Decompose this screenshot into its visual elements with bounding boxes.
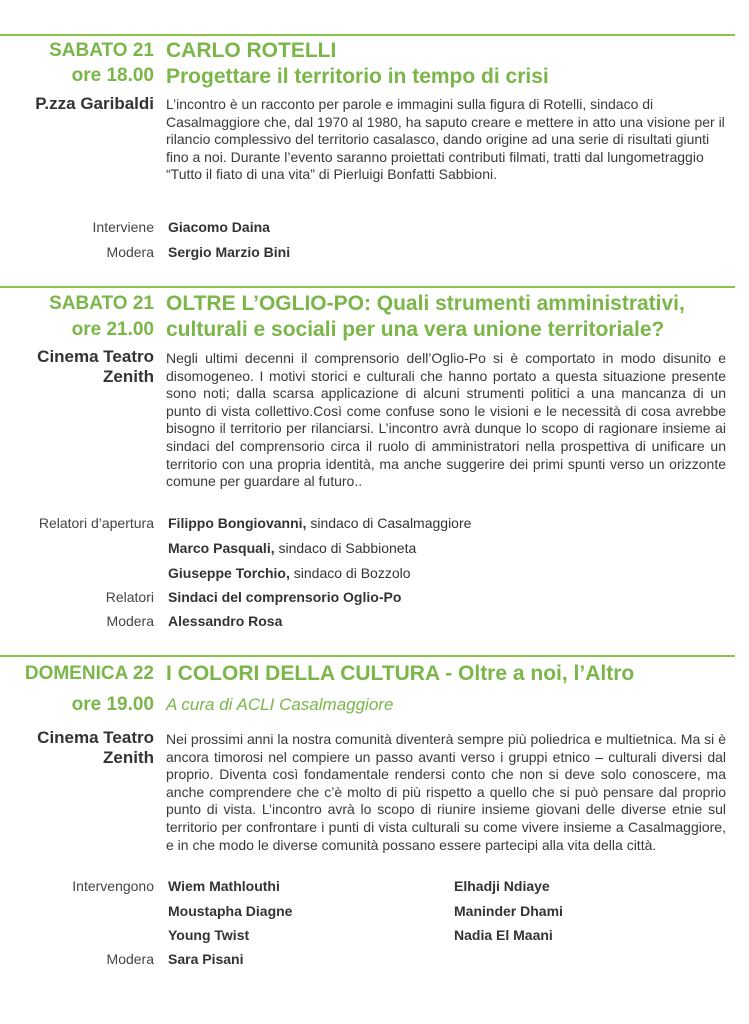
person-name: Filippo Bongiovanni, sindaco di Casalmaggiore: [168, 515, 472, 531]
role-label: Modera: [106, 613, 154, 629]
event-time: ore 19.00: [71, 694, 154, 715]
event-venue-city: Zenith: [103, 748, 154, 767]
event-day: DOMENICA 22: [24, 663, 154, 684]
event-description: L’incontro è un racconto per parole e immagini sulla figura di Rotelli, sindaco di Casalmaggiore che, dal 1970 al 1980, ha saputo creare e mettere in atto una visione per il rilancio complessivo del territorio casalasco, dando origine ad una serie di risultati giunti fino a noi. Durante l’evento saranno proiettati contributi filmati, tratti dal lungometraggio “Tutto il fiato di una vita” di Pierluigi Bonfatti Sabbioni.: [166, 96, 725, 183]
event-venue: Cinema Teatro: [37, 347, 154, 366]
event-day: SABATO 21: [49, 293, 154, 314]
event-description: Nei prossimi anni la nostra comunità diventerà sempre più poliedrica e multietnica. Ma si è ancora timorosi nel compiere un passo avanti verso i gruppi etnico – culturali diversi dal proprio. Diventa così fondamentale rendersi conto che non si deve solo conoscere, ma anche comprendere che c’è molto di più rispetto a quello che si può pensare dal proprio punto di vista. L’incontro avrà lo scopo di riunire insieme giovani delle diverse etnie sul territorio per confrontare i punti di vista culturali su come vivere insieme a Casalmaggiore, e in che modo le diverse comunità possano essere partecipi alla vita della città.: [166, 731, 726, 853]
person-name: Marco Pasquali, sindaco di Sabbioneta: [168, 540, 417, 556]
event-title-line2: culturali e sociali per una vera unione territoriale?: [166, 318, 665, 341]
person-name: Young Twist: [168, 927, 250, 943]
role-label: Relatori d’apertura: [38, 515, 154, 531]
person-name: Moustapha Diagne: [168, 903, 293, 919]
event-time: ore 21.00: [71, 319, 154, 340]
person-name: Sindaci del comprensorio Oglio-Po: [168, 589, 402, 605]
role-label: Intervengono: [72, 878, 154, 894]
person-name: Sara Pisani: [168, 951, 244, 967]
role-label: Modera: [106, 244, 154, 260]
person-name: Alessandro Rosa: [168, 613, 283, 629]
event-day: SABATO 21: [49, 40, 154, 61]
event-venue: P.zza Garibaldi: [35, 94, 154, 113]
person-name: Giacomo Daina: [168, 219, 270, 235]
event-title: I COLORI DELLA CULTURA - Oltre a noi, l’Altro: [166, 662, 635, 685]
event-organizer: A cura di ACLI Casalmaggiore: [166, 695, 394, 714]
role-label: Relatori: [105, 589, 154, 605]
person-name: Wiem Mathlouthi: [168, 878, 280, 894]
person-name: Sergio Marzio Bini: [168, 244, 291, 260]
event-title: OLTRE L’OGLIO-PO: Quali strumenti amministrativi,: [166, 292, 685, 315]
event-venue-city: Zenith: [103, 367, 154, 386]
role-label: Modera: [106, 951, 154, 967]
event-time: ore 18.00: [71, 65, 154, 86]
role-label: Interviene: [92, 219, 154, 235]
event-venue: Cinema Teatro: [37, 728, 154, 747]
event-subtitle: Progettare il territorio in tempo di crisi: [166, 65, 549, 88]
section-divider-3: [0, 655, 735, 657]
person-name: Elhadji Ndiaye: [454, 878, 550, 894]
event-description: Negli ultimi decenni il comprensorio dell’Oglio-Po si è comportato in modo disunito e disomogeneo. I motivi storici e culturali che hanno portato a questa situazione presente sono noti; dalla scarsa applicazione di alcuni strumenti politici a una mancanza di un punto di vista collettivo.Così come confuse sono le visioni e le necessità di cosa avrebbe bisogno il territorio per rilanciarsi. L’incontro avrà dunque lo scopo di ragionare insieme ai sindaci del comprensorio circa il ruolo di amministratori nella prospettiva di unificare un territorio con una propria identità, ma anche suggerire dei primi spunti verso un orizzonte comune per guardare al futuro..: [166, 350, 726, 490]
section-divider-1: [0, 34, 735, 36]
person-name: Maninder Dhami: [454, 903, 563, 919]
person-name: Nadia El Maani: [454, 927, 553, 943]
person-name: Giuseppe Torchio, sindaco di Bozzolo: [168, 565, 411, 581]
section-divider-2: [0, 286, 735, 288]
event-title: CARLO ROTELLI: [166, 39, 337, 62]
